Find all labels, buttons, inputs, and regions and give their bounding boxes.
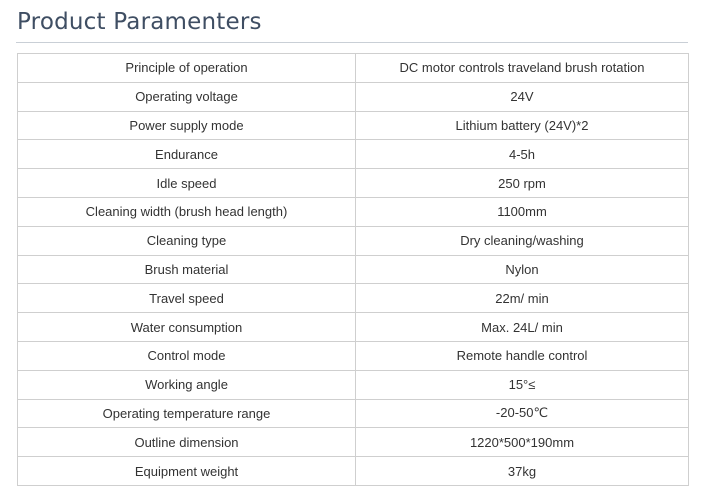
table-row	[18, 169, 689, 198]
param-label: Travel speed	[18, 284, 356, 313]
table-row	[18, 428, 689, 457]
table-row	[18, 255, 689, 284]
param-label: Power supply mode	[18, 111, 356, 140]
param-value: DC motor controls traveland brush rotation	[356, 54, 689, 83]
param-value: 24V	[356, 82, 689, 111]
param-label: Operating temperature range	[18, 399, 356, 428]
param-value: -20-50℃	[356, 399, 689, 428]
param-label: Principle of operation	[18, 54, 356, 83]
param-label: Brush material	[18, 255, 356, 284]
title-divider	[16, 42, 688, 43]
param-label: Water consumption	[18, 313, 356, 342]
param-label: Cleaning width (brush head length)	[18, 197, 356, 226]
param-value: Nylon	[356, 255, 689, 284]
param-value: 1100mm	[356, 197, 689, 226]
table-row	[18, 457, 689, 486]
param-label: Control mode	[18, 341, 356, 370]
param-label: Operating voltage	[18, 82, 356, 111]
param-label: Endurance	[18, 140, 356, 169]
table-row	[18, 226, 689, 255]
parameters-table	[17, 53, 689, 486]
table-row	[18, 341, 689, 370]
table-row	[18, 140, 689, 169]
param-value: Lithium battery (24V)*2	[356, 111, 689, 140]
table-row	[18, 399, 689, 428]
table-row	[18, 284, 689, 313]
param-value: 37kg	[356, 457, 689, 486]
table-row	[18, 54, 689, 83]
table-row	[18, 197, 689, 226]
param-label: Working angle	[18, 370, 356, 399]
param-value: 4-5h	[356, 140, 689, 169]
table-row	[18, 82, 689, 111]
table-row	[18, 111, 689, 140]
table-row	[18, 370, 689, 399]
param-value: 15°≤	[356, 370, 689, 399]
param-label: Idle speed	[18, 169, 356, 198]
param-label: Outline dimension	[18, 428, 356, 457]
param-value: 22m/ min	[356, 284, 689, 313]
param-label: Cleaning type	[18, 226, 356, 255]
param-value: 250 rpm	[356, 169, 689, 198]
param-value: Max. 24L/ min	[356, 313, 689, 342]
param-value: 1220*500*190mm	[356, 428, 689, 457]
page-title: Product Paramenters	[17, 9, 262, 35]
param-value: Dry cleaning/washing	[356, 226, 689, 255]
table-row	[18, 313, 689, 342]
param-value: Remote handle control	[356, 341, 689, 370]
param-label: Equipment weight	[18, 457, 356, 486]
